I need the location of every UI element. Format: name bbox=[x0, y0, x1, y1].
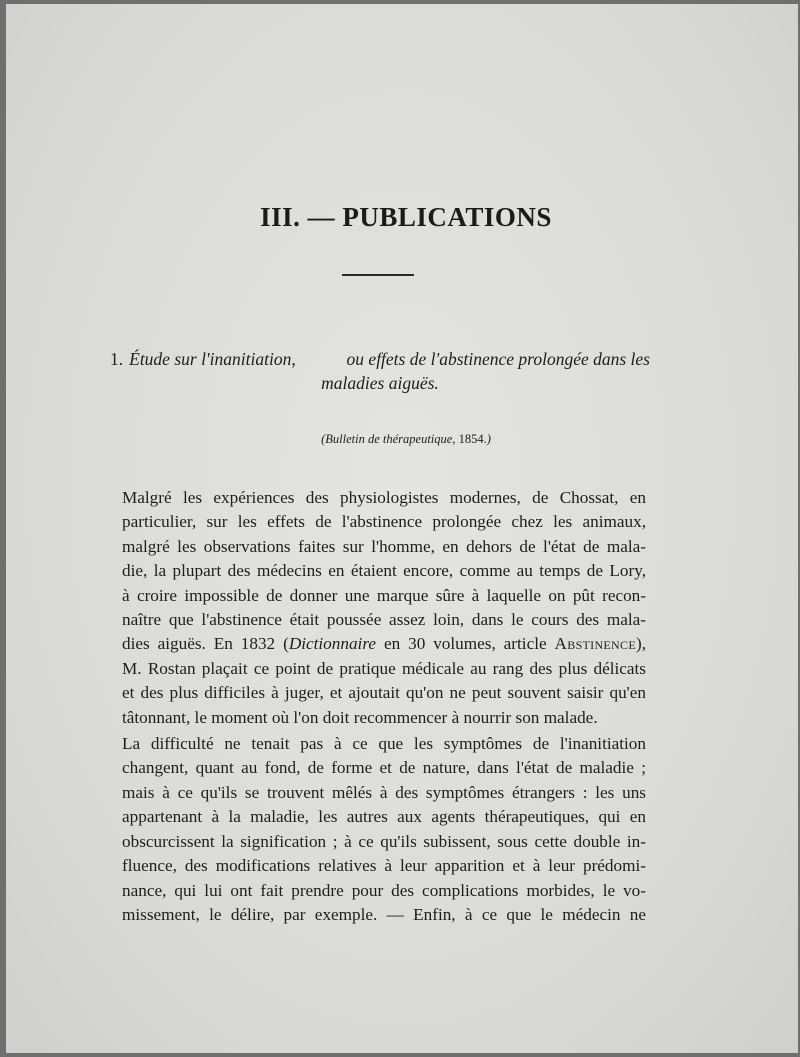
text-run: dies aiguës. En 1832 ( bbox=[122, 634, 289, 654]
paragraph-line: à croire impossible de donner une marque sûre à laquelle on pût recon- bbox=[122, 585, 646, 605]
dictionary-title: Dictionnaire bbox=[288, 634, 377, 654]
paragraph-line: malgré les observations faites sur l'homme, en dehors de l'état de mala- bbox=[122, 536, 646, 556]
publication-entry bbox=[110, 347, 650, 395]
section-heading: III. — PUBLICATIONS bbox=[260, 202, 552, 232]
paragraph-line: obscurcissent la signification ; à ce qu'ils subissent, sous cette double in- bbox=[122, 831, 646, 851]
paragraph-line: mais à ce qu'ils se trouvent mêlés à des symptômes étrangers : les uns bbox=[122, 782, 646, 802]
paragraph-line: tâtonnant, le moment où l'on doit recommencer à nourrir son malade. bbox=[122, 707, 598, 727]
paragraph-line: particulier, sur les effets de l'abstinence prolongée chez les animaux, bbox=[122, 512, 646, 532]
paragraph-line: et des plus difficiles à juger, et ajoutait qu'on ne peut souvent saisir qu'en bbox=[122, 683, 646, 703]
paragraph-1 bbox=[122, 486, 646, 730]
text-run: ), bbox=[635, 634, 646, 654]
publication-source bbox=[6, 432, 800, 447]
paragraph-line: M. Rostan plaçait ce point de pratique médicale au rang des plus délicats bbox=[122, 658, 646, 678]
entry-title-line-1 bbox=[110, 347, 650, 371]
heading-divider bbox=[342, 274, 414, 276]
paragraph-line: naître que l'abstinence était poussée assez loin, dans le cours des mala- bbox=[122, 610, 646, 630]
body-text bbox=[122, 486, 646, 927]
source-close-paren: ) bbox=[486, 432, 491, 446]
paragraph-line: La difficulté ne tenait pas à ce que les symptômes de l'inanitiation bbox=[122, 734, 646, 754]
source-open-paren: ( bbox=[321, 432, 326, 446]
entry-title-part-a: Étude sur l'inanitiation, bbox=[129, 349, 296, 369]
paragraph-line: die, la plupart des médecins en étaient encore, comme au temps de Lory, bbox=[122, 561, 646, 581]
paragraph-line: Malgré les expériences des physiologistes modernes, de Chossat, en bbox=[122, 488, 646, 507]
entry-title-line-2: maladies aiguës. bbox=[321, 373, 439, 393]
document-page bbox=[6, 4, 798, 1053]
paragraph-line: missement, le délire, par exemple. — Enfin, à ce que le médecin ne bbox=[122, 904, 646, 924]
paragraph-line: changent, quant au fond, de forme et de nature, dans l'état de maladie ; bbox=[122, 758, 646, 778]
article-name: Abstinence bbox=[554, 634, 636, 654]
paragraph-line: nance, qui lui ont fait prendre pour des complications morbides, le vo- bbox=[122, 880, 646, 900]
text-run: en 30 volumes, article bbox=[376, 634, 555, 654]
entry-title-left bbox=[110, 347, 296, 371]
source-year: 1854. bbox=[458, 432, 487, 446]
paragraph-2 bbox=[122, 732, 646, 927]
source-journal: Bulletin de thérapeutique, bbox=[325, 432, 456, 446]
paragraph-line: appartenant à la maladie, les autres aux agents thérapeutiques, qui en bbox=[122, 807, 646, 827]
entry-title-part-b: ou effets de l'abstinence prolongée dans les bbox=[346, 349, 650, 369]
paragraph-line: fluence, des modifications relatives à leur apparition et à leur prédomi- bbox=[122, 856, 646, 876]
entry-number: 1. bbox=[110, 349, 124, 369]
paragraph-line bbox=[122, 632, 646, 656]
